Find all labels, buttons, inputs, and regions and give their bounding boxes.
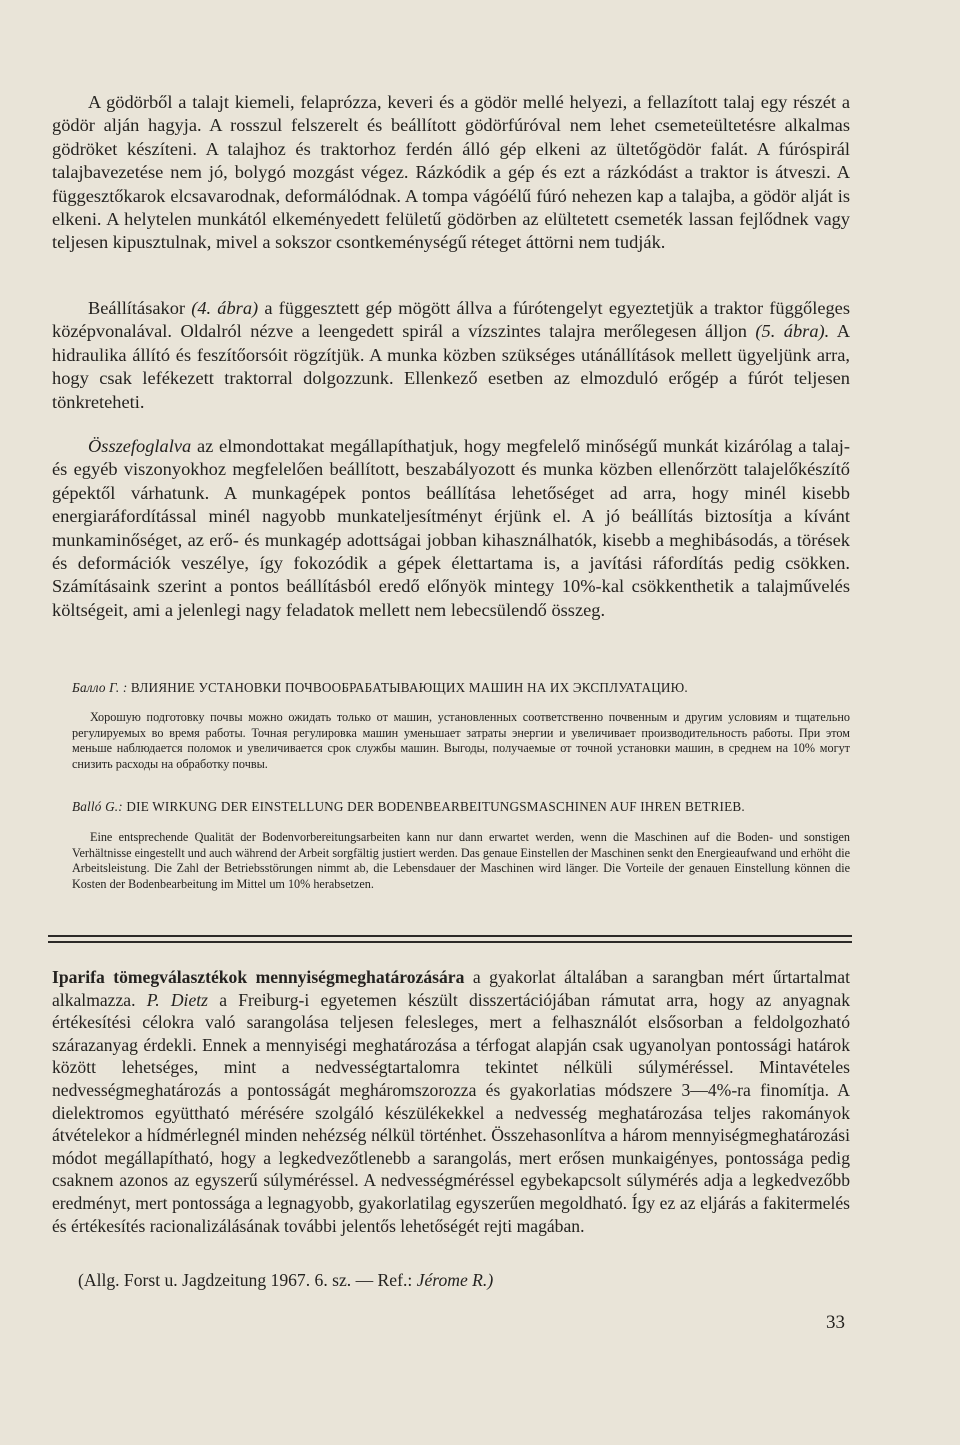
summary-lead-word: Összefoglalva xyxy=(88,436,192,456)
russian-author: Балло Г. : xyxy=(72,680,128,695)
note-paragraph: Iparifa tömegválasztékok mennyiségmeghatározására a gyakorlat általában a sarangban mért űrtartalmat alkalmazza. P. Dietz a Freiburg-i egyetemen készült disszertációjában rámutat arra, hogy az anyagnak értékesítési célokra való sarangolása teljesen felesleges, mert a felhasználót elsősorban a feldolgozható szárazanyag érdekli. Ennek a mennyiségi meghatározása a térfogat alapján csak ugyanolyan pontossági határok között lehetséges, mint a nedvességtartalomra tekintet nélküli súlyméréssel. Mintavételes nedvességmeghatározás a pontosságát megháromszorozza és gyakorlatias módszere 3—4%-ra finomítja. A dielektromos együttható mérésére szolgáló készülékekkel a nedvesség meghatározása teljes rakományok átvételekor a hídmérlegnél minden nehézség nélkül történhet. Összehasonlítva a három mennyiségmeghatározási módot megállapítható, hogy a legkedvezőtlenebb a sarangolás, mert erősen munkaigényes, pontossága pedig csaknem azonos az egyszerű súlyméréssel. A nedvességméréssel egybekapcsolt súlymérés adja a legkedvezőbb eredményt, mert pontossága a legnagyobb, gyakorlatilag egyszerűen megoldható. Így ez az eljárás a fakitermelés és értékesítés racionalizálásának további jelentős lehetőségét rejti magában. xyxy=(52,967,850,1236)
reviewer-name: Jérome R.) xyxy=(416,1270,494,1290)
figure-5-reference: (5. ábra). xyxy=(755,321,830,342)
section-divider-bottom xyxy=(48,941,852,943)
figure-4-reference: (4. ábra) xyxy=(191,298,259,318)
german-summary-body: Eine entsprechende Qualität der Bodenvorbereitungsarbeiten kann nur dann erwartet werden, wenn die Maschinen auf die Boden- und sonstigen Verhältnisse eingestellt und auch während der Arbeit sorgfältig justiert werden. Das genaue Einstellen der Maschinen senkt den Energieaufwand und erhöht die Arbeitsleistung. Die Zahl der Betriebsstörungen nimmt ab, die Lebensdauer der Maschinen wird länger. Die Vorteile der genauen Einstellung können die Kosten der Bodenbearbeitung im Mittel um 10% herabsetzen. xyxy=(72,830,850,891)
note-reference: (Allg. Forst u. Jagdzeitung 1967. 6. sz. — Ref.: Jérome R.) xyxy=(78,1270,494,1290)
german-summary-title: Balló G.: DIE WIRKUNG DER EINSTELLUNG DER BODENBEARBEITUNGSMASCHINEN AUF IHREN BETRIEB. xyxy=(72,799,745,814)
note-title: Iparifa tömegválasztékok mennyiségmeghatározására xyxy=(52,967,465,987)
russian-summary-title: Балло Г. : ВЛИЯНИЕ УСТАНОВКИ ПОЧВООБРАБАТЫВАЮЩИХ МАШИН НА ИХ ЭКСПЛУАТАЦИЮ. xyxy=(72,680,688,695)
body-paragraph-2: Beállításakor (4. ábra) a függesztett gép mögött állva a fúrótengelyt egyeztetjük a traktor függőleges középvonalával. Oldalról nézve a leengedett spirál a vízszintes talajra merőlegesen álljon (5. ábra). A hidraulika állító és feszítőorsóit rögzítjük. A munka közben szükséges utánállítások mellett ügyeljünk arra, hogy csak lefékezett traktorral dolgozzunk. Ellenkező esetben az elmozduló erőgép a fúrót teljesen tönkreteheti. xyxy=(52,298,850,412)
russian-summary-body: Хорошую подготовку почвы можно ожидать только от машин, установленных соответственно почвенным и другим условиям и тщательно регулируемых во время работы. Точная регулировка машин уменьшает затраты энергии и увеличивает производительность работы. При этом меньше наблюдается поломок и увеличивается срок службы машин. Выгоды, получаемые от точной установки машин, в среднем на 10% могут снизить расходы на обработку почвы. xyxy=(72,710,850,771)
german-author: Balló G.: xyxy=(72,799,123,814)
page-number: 33 xyxy=(826,1312,845,1333)
note-author: P. Dietz xyxy=(146,989,208,1010)
summary-paragraph: Összefoglalva az elmondottakat megállapíthatjuk, hogy megfelelő minőségű munkát kizárólag a talaj- és egyéb viszonyokhoz megfelelően beállított, beszabályozott és munka közben ellenőrzött talajelőkészítő gépektől várhatunk. A munkagépek pontos beállítása lehetőséget ad arra, hogy minél kisebb energiaráfordítással minél nagyobb munkateljesítményt érjünk el. A jó beállítás biztosítja a kívánt munkaminőséget, az erő- és munkagép adottságai jobban kihasználhatók, kisebb a meghibásodás, a törések és deformációk veszélye, így fokozódik a gépek élettartama is, a javítási ráfordítás pedig csökken. Számításaink szerint a pontos beállításból eredő előnyök mintegy 10%-kal csökkenthetik a talajművelés költségeit, ami a jelenlegi nagy feladatok mellett nem lebecsülendő összeg. xyxy=(52,436,850,620)
body-paragraph-1: A gödörből a talajt kiemeli, felaprózza, keveri és a gödör mellé helyezi, a fellazított talaj egy részét a gödör alján hagyja. A rosszul felszerelt és beállított gödörfúróval nem lehet csemeteültetésre alkalmas gödröket készíteni. A talajhoz és traktorhoz ferdén álló gép elkeni az ültetőgödör falát. A fúróspirál talajbavezetése nem jó, bolygó mozgást végez. Rázkódik a gép és ezt a rázkódást a traktor is átveszi. A függesztőkarok elcsavarodnak, deformálódnak. A tompa vágóélű fúró nehezen kap a talajba, a gödör alját is elkeni. A helytelen munkától elkeményedett felületű gödörben az elültetett csemeték lassan fejlődnek vagy teljesen kipusztulnak, mivel a sokszor csontkeménységű réteget áttörni nem tudják. xyxy=(52,92,850,253)
section-divider-top xyxy=(48,935,852,937)
